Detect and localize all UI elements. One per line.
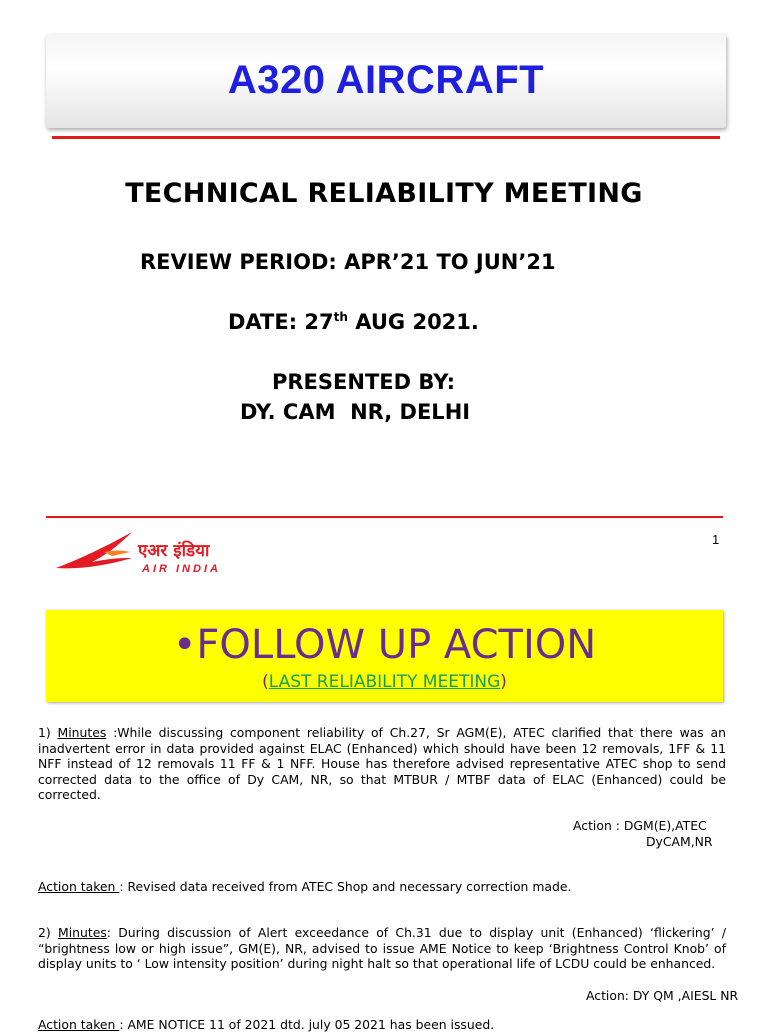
action1-line1: Action : DGM(E),ATEC: [573, 818, 707, 833]
action-taken-1: [38, 879, 726, 895]
action2: Action: DY QM ,AIESL NR: [586, 988, 739, 1003]
date-superscript: th: [333, 310, 348, 324]
item2-number: 2): [38, 925, 58, 940]
presented-by-label: PRESENTED BY:: [272, 370, 456, 394]
action1-line2: DyCAM,NR: [646, 834, 713, 849]
slide-title: A320 AIRCRAFT: [227, 58, 545, 102]
review-period: REVIEW PERIOD: APR’21 TO JUN’21: [140, 250, 556, 274]
air-india-logo: [52, 528, 242, 576]
meeting-heading: TECHNICAL RELIABILITY MEETING: [125, 178, 643, 209]
last-meeting-link[interactable]: LAST RELIABILITY MEETING: [268, 672, 501, 692]
follow-up-subtitle: [46, 672, 723, 692]
title-divider: [52, 136, 720, 139]
minutes-item-1: [38, 725, 726, 803]
taken1-text: : Revised data received from ATEC Shop and necessary correction made.: [119, 879, 572, 894]
item1-label: Minutes: [57, 725, 107, 740]
item2-label: Minutes: [58, 925, 107, 940]
taken2-label: Action taken: [38, 1017, 120, 1032]
taken1-label: Action taken: [38, 879, 120, 894]
paren-close: ): [500, 672, 507, 692]
date-prefix: DATE: 27: [228, 310, 334, 334]
minutes-item-2: [38, 925, 726, 972]
date-suffix: AUG 2021.: [347, 310, 479, 334]
taken2-text: : AME NOTICE 11 of 2021 dtd. july 05 2021 has been issued.: [119, 1017, 495, 1032]
air-india-logo-icon: [52, 528, 242, 576]
svg-text:AIR INDIA: AIR INDIA: [142, 563, 221, 575]
header-divider: [46, 516, 723, 518]
page-number: 1: [712, 532, 720, 547]
meeting-date: [228, 310, 479, 334]
presenter-name: DY. CAM NR, DELHI: [240, 400, 471, 424]
follow-up-title: •FOLLOW UP ACTION: [172, 622, 597, 668]
item1-text: :While discussing component reliability of Ch.27, Sr AGM(E), ATEC clarified that there was an inadvertent error in data provided against ELAC (Enhanced) which should have been 12 removals, 1FF & 11 NFF instead of 12 removals 11 FF & 1 NFF. House has therefore advised representative ATEC shop to send corrected data to the office of Dy CAM, NR, so that MTBUR / MTBF data of ELAC (Enhanced) could be corrected.: [38, 725, 726, 803]
item2-text: : During discussion of Alert exceedance of Ch.31 due to display unit (Enhanced) ‘flickering’ / “brightness low or high issue”, GM(E), NR, advised to issue AME Notice to keep ‘Brightness Control Knob’ of display units to ‘ Low intensity position’ during night halt so that operational life of LCDU could be enhanced.: [38, 925, 726, 972]
item1-number: 1): [38, 725, 58, 740]
action-taken-2: [38, 1017, 726, 1033]
svg-text:एअर इंडिया: एअर इंडिया: [138, 541, 210, 561]
paren-open: (: [262, 672, 269, 692]
